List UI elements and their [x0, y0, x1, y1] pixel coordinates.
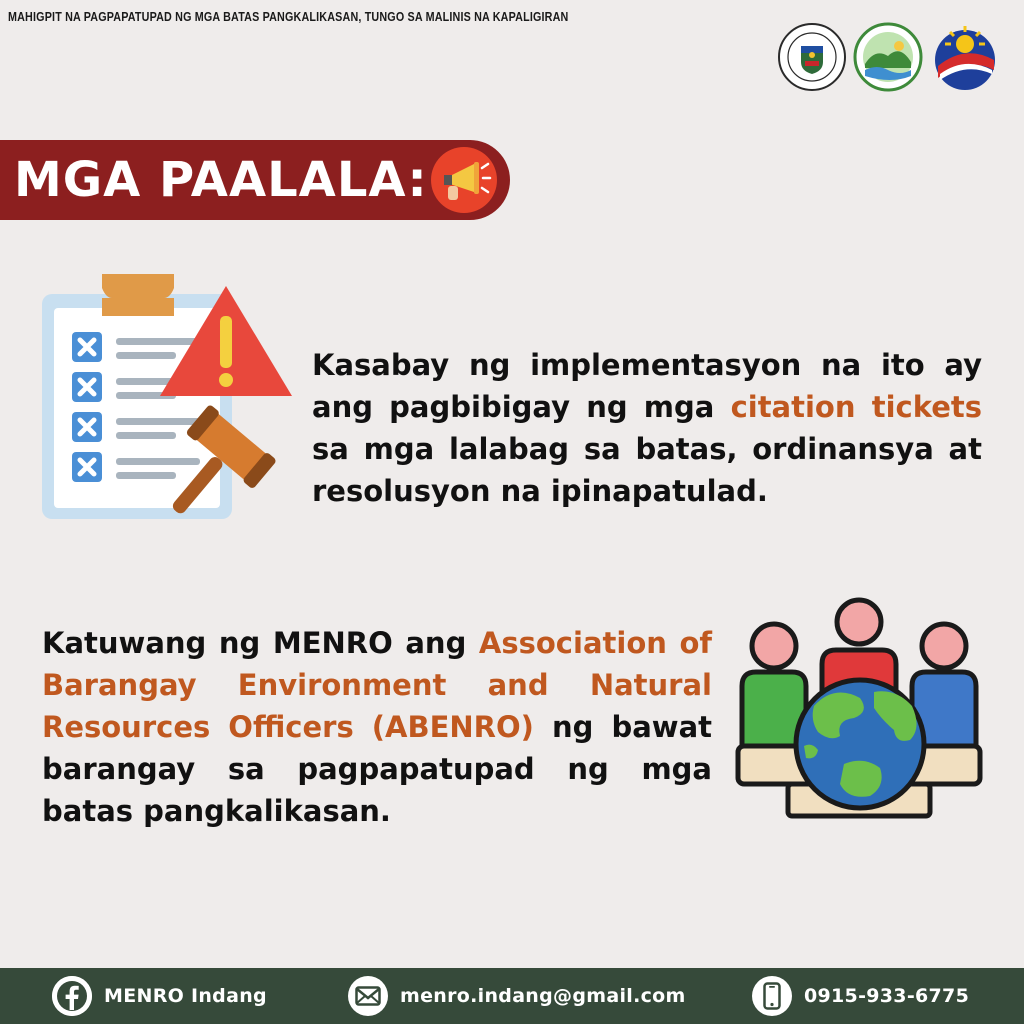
bagong-pilipinas-logo-icon — [930, 22, 1000, 92]
megaphone-icon — [430, 146, 498, 214]
clipboard-warning-gavel-icon — [40, 272, 295, 527]
section2-text-pre: Katuwang ng MENRO ang — [42, 626, 479, 660]
email-label: menro.indang@gmail.com — [400, 985, 686, 1007]
section1-text-post: sa mga lalabag sa batas, ordinansya at resolusyon na ipinapatulad. — [312, 432, 982, 508]
banner-title: MGA PAALALA: — [14, 152, 428, 208]
header-tagline: MAHIGPIT NA PAGPAPATUPAD NG MGA BATAS PANGKALIKASAN, TUNGO SA MALINIS NA KAPALIGIRAN — [8, 10, 569, 24]
section1-text-accent: citation tickets — [730, 390, 982, 424]
facebook-icon — [52, 976, 92, 1016]
section2-paragraph — [42, 622, 712, 832]
footer-facebook[interactable] — [52, 976, 267, 1016]
section2-text-post: ng bawat barangay sa pagpapatupad ng mga batas pangkalikasan. — [42, 710, 712, 828]
section1-text-pre: Kasabay ng implementasyon na ito ay ang pagbibigay ng mga — [312, 348, 982, 424]
phone-icon — [752, 976, 792, 1016]
facebook-label: MENRO Indang — [104, 985, 267, 1007]
section1-paragraph — [312, 344, 982, 512]
people-meeting-globe-icon — [734, 596, 984, 822]
footer-email[interactable] — [348, 976, 686, 1016]
section2-text-accent: Association of Barangay Environment and Natural Resources Officers (ABENRO) — [42, 626, 712, 744]
indang-seal-icon — [777, 22, 847, 92]
phone-label: 0915-933-6775 — [804, 985, 970, 1007]
email-icon — [348, 976, 388, 1016]
footer-phone[interactable] — [752, 976, 969, 1016]
menro-seal-icon — [853, 22, 923, 92]
